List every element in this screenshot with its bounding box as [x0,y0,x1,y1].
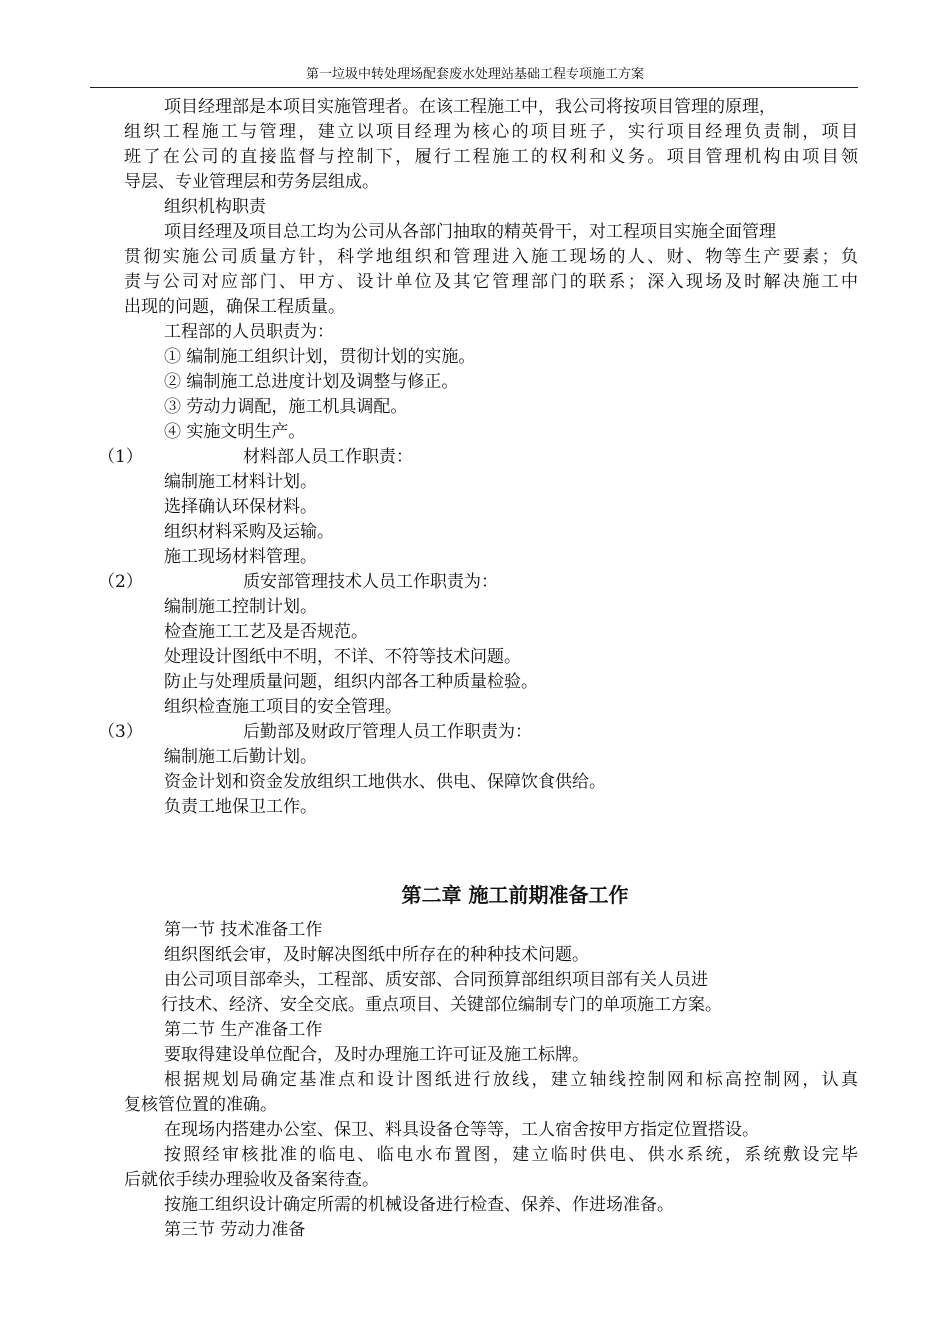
group-label: 材料部人员工作职责： [243,447,413,467]
list-item: ① 编制施工组织计划，贯彻计划的实施。 [164,347,476,367]
group-label: 质安部管理技术人员工作职责为： [243,572,498,592]
paragraph-line: 按照经审核批准的临电、临电水布置图，建立临时供电、供水系统，系统敷设完毕 [164,1145,858,1165]
list-item: 组织材料采购及运输。 [164,522,334,542]
paragraph-line: 行技术、经济、安全交底。重点项目、关键部位编制专门的单项施工方案。 [161,995,722,1015]
paragraph-line: 导层、专业管理层和劳务层组成。 [124,172,379,192]
list-item: 检查施工工艺及是否规范。 [164,622,368,642]
list-item: 编制施工后勤计划。 [164,747,317,767]
paragraph-line: 贯彻实施公司质量方针，科学地组织和管理进入施工现场的人、财、物等生产要素；负 [124,247,858,267]
list-item: 编制施工控制计划。 [164,597,317,617]
group-number: （2） [98,572,143,592]
org-title: 组织机构职责 [164,197,266,217]
paragraph-line: 项目经理部是本项目实施管理者。在该工程施工中，我公司将按项目管理的原理， [164,97,776,117]
list-item: 负责工地保卫工作。 [164,797,317,817]
list-item: 防止与处理质量问题，组织内部各工种质量检验。 [164,672,538,692]
section-title: 第二节 生产准备工作 [164,1020,323,1040]
paragraph-line: 班了在公司的直接监督与控制下，履行工程施工的权利和义务。项目管理机构由项目领 [124,147,858,167]
paragraph-line: 由公司项目部牵头，工程部、质安部、合同预算部组织项目部有关人员进 [164,970,708,990]
section-title: 第一节 技术准备工作 [164,920,323,940]
page-header: 第一垃圾中转处理场配套废水处理站基础工程专项施工方案 [305,67,644,82]
paragraph-line: 要取得建设单位配合，及时办理施工许可证及施工标牌。 [164,1045,589,1065]
list-item: 施工现场材料管理。 [164,547,317,567]
paragraph-line: 项目经理及项目总工均为公司从各部门抽取的精英骨干，对工程项目实施全面管理 [164,222,776,242]
list-item: 资金计划和资金发放组织工地供水、供电、保障饮食供给。 [164,772,606,792]
group-number: （3） [98,722,143,742]
list-item: 选择确认环保材料。 [164,497,317,517]
group-label: 后勤部及财政厅管理人员工作职责为： [243,722,532,742]
paragraph-line: 根据规划局确定基准点和设计图纸进行放线，建立轴线控制网和标高控制网，认真 [164,1070,858,1090]
group-number: （1） [98,447,143,467]
list-item: ④ 实施文明生产。 [164,422,306,442]
eng-title: 工程部的人员职责为： [164,322,334,342]
paragraph-line: 出现的问题，确保工程质量。 [124,297,345,317]
chapter-title: 第二章 施工前期准备工作 [401,883,629,907]
paragraph-line: 组织工程施工与管理，建立以项目经理为核心的项目班子，实行项目经理负责制，项目 [124,122,858,142]
section-title: 第三节 劳动力准备 [164,1220,306,1240]
paragraph-line: 后就依手续办理验收及备案待查。 [124,1170,379,1190]
paragraph-line: 复核管位置的准确。 [124,1095,277,1115]
list-item: 处理设计图纸中不明，不详、不符等技术问题。 [164,647,521,667]
header-rule [90,87,858,88]
paragraph-line: 在现场内搭建办公室、保卫、料具设备仓等等，工人宿舍按甲方指定位置搭设。 [164,1120,759,1140]
paragraph-line: 按施工组织设计确定所需的机械设备进行检查、保养、作进场准备。 [164,1195,674,1215]
list-item: 组织检查施工项目的安全管理。 [164,697,402,717]
paragraph-line: 责与公司对应部门、甲方、设计单位及其它管理部门的联系；深入现场及时解决施工中 [124,272,858,292]
paragraph-line: 组织图纸会审，及时解决图纸中所存在的种种技术问题。 [164,945,589,965]
list-item: ③ 劳动力调配，施工机具调配。 [164,397,408,417]
list-item: 编制施工材料计划。 [164,472,317,492]
list-item: ② 编制施工总进度计划及调整与修正。 [164,372,459,392]
